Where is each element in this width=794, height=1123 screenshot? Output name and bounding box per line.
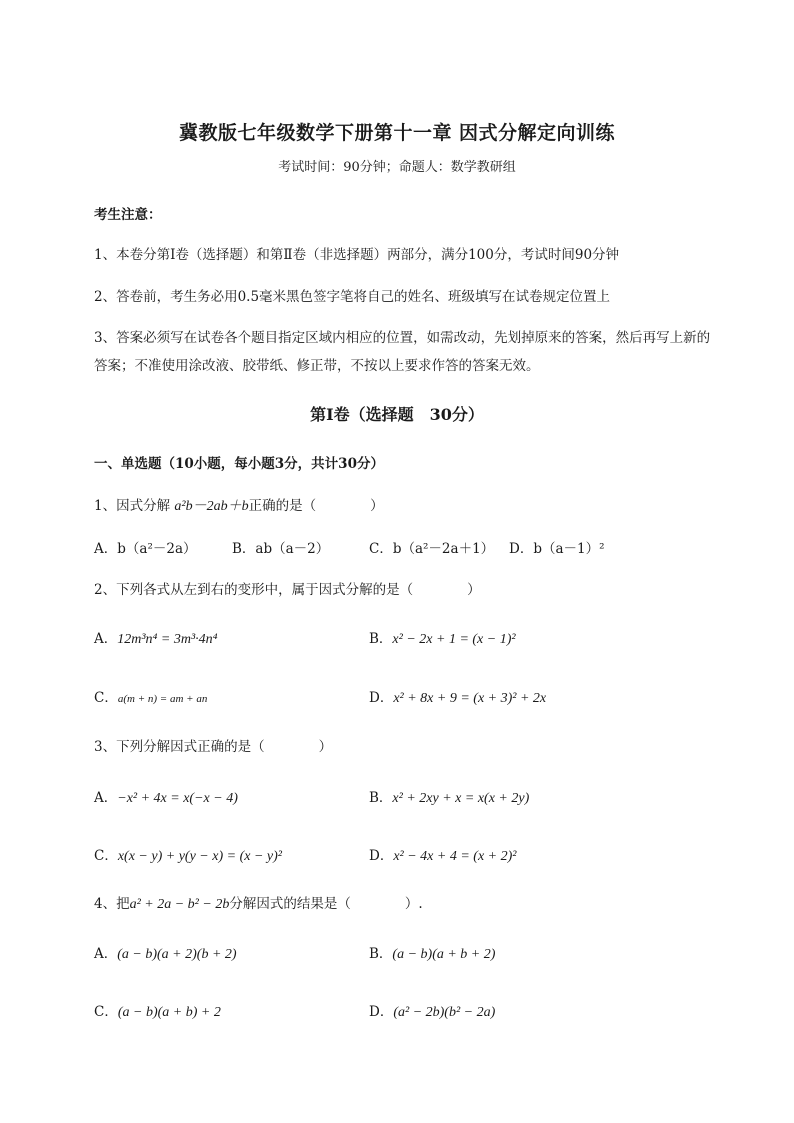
q3-option-b[interactable] [369, 786, 529, 807]
q4-option-a[interactable] [94, 942, 237, 963]
q2-option-d-expression: x² + 8x + 9 = (x + 3)² + 2x [393, 691, 547, 706]
q3-option-d-expression: x² − 4x + 4 = (x + 2)² [393, 849, 517, 864]
q2-option-b[interactable] [369, 627, 516, 648]
q2-option-b-expression: x² − 2x + 1 = (x − 1)² [392, 632, 516, 647]
question-2: 2、下列各式从左到右的变形中，属于因式分解的是（ ） [94, 582, 481, 598]
q1-option-d[interactable]: D．b（a－1）² [509, 541, 605, 557]
question-1-suffix: 正确的是（ ） [248, 498, 384, 514]
q3-option-c-expression: x(x − y) + y(y − x) = (x − y)² [117, 849, 282, 864]
q3-option-b-expression: x² + 2xy + x = x(x + 2y) [392, 791, 530, 806]
q2-option-d-label: D． [369, 690, 394, 706]
part-heading: 一、单选题（10小题，每小题3分，共计30分） [94, 456, 384, 472]
q3-option-c-label: C． [94, 848, 118, 864]
q4-option-a-label: A． [94, 946, 118, 962]
q3-option-a-expression: −x² + 4x = x(−x − 4) [117, 791, 238, 806]
q3-option-a[interactable] [94, 786, 238, 807]
q4-option-c-expression: (a − b)(a + b) + 2 [117, 1005, 221, 1020]
q2-option-c-label: C． [94, 690, 118, 706]
q4-option-b-expression: (a − b)(a + b + 2) [392, 947, 496, 962]
q4-option-d[interactable] [369, 1000, 495, 1021]
q4-option-c[interactable] [94, 1000, 221, 1021]
q1-option-a[interactable]: A．b（a²－2a） [94, 541, 197, 557]
question-3: 3、下列分解因式正确的是（ ） [94, 739, 333, 755]
q1-option-c[interactable]: C．b（a²－2a＋1） [369, 541, 495, 557]
q1-option-b[interactable]: B．ab（a－2） [232, 541, 330, 557]
q3-option-d[interactable] [369, 844, 516, 865]
q4-option-a-expression: (a − b)(a + 2)(b + 2) [117, 947, 237, 962]
q2-option-b-label: B． [369, 631, 393, 647]
q3-option-d-label: D． [369, 848, 394, 864]
note-item-2: 2、答卷前，考生务必用0.5毫米黑色签字笔将自己的姓名、班级填写在试卷规定位置上 [94, 289, 611, 305]
note-item-1: 1、本卷分第I卷（选择题）和第Ⅱ卷（非选择题）两部分，满分100分，考试时间90分钟 [94, 247, 620, 263]
q2-option-a-expression: 12m³n⁴ = 3m³·4n⁴ [117, 632, 218, 647]
notes-heading: 考生注意： [94, 207, 162, 223]
q4-option-b-label: B． [369, 946, 393, 962]
note-item-3: 3、答案必须写在试卷各个题目指定区域内相应的位置，如需改动，先划掉原来的答案，然后再写上新的答案；不准使用涂改液、胶带纸、修正带，不按以上要求作答的答案无效。 [94, 330, 711, 374]
q2-option-a-label: A． [94, 631, 118, 647]
question-1-prefix: 1、因式分解 [94, 498, 175, 514]
q4-option-b[interactable] [369, 942, 495, 963]
question-1 [94, 494, 384, 515]
q2-option-a[interactable] [94, 627, 218, 648]
q3-option-b-label: B． [369, 790, 393, 806]
q2-option-c-expression: a(m + n) = am + an [117, 693, 208, 705]
section-title: 第I卷（选择题 30分） [310, 405, 484, 424]
q2-option-c[interactable] [94, 686, 207, 706]
q4-option-d-expression: (a² − 2b)(b² − 2a) [393, 1005, 496, 1020]
q4-option-c-label: C． [94, 1004, 118, 1020]
question-1-expression: a²b－2ab＋b [174, 499, 249, 514]
question-4-suffix: 分解因式的结果是（ ）. [229, 896, 423, 912]
q3-option-c[interactable] [94, 844, 282, 865]
q2-option-d[interactable] [369, 686, 546, 707]
exam-title: 冀教版七年级数学下册第十一章 因式分解定向训练 [178, 122, 616, 144]
question-4-expression: a² + 2a − b² − 2b [129, 897, 230, 912]
q3-option-a-label: A． [94, 790, 118, 806]
question-4 [94, 892, 423, 913]
exam-subtitle: 考试时间：90分钟；命题人：数学教研组 [278, 160, 516, 175]
q4-option-d-label: D． [369, 1004, 394, 1020]
question-4-prefix: 4、把 [94, 896, 130, 912]
